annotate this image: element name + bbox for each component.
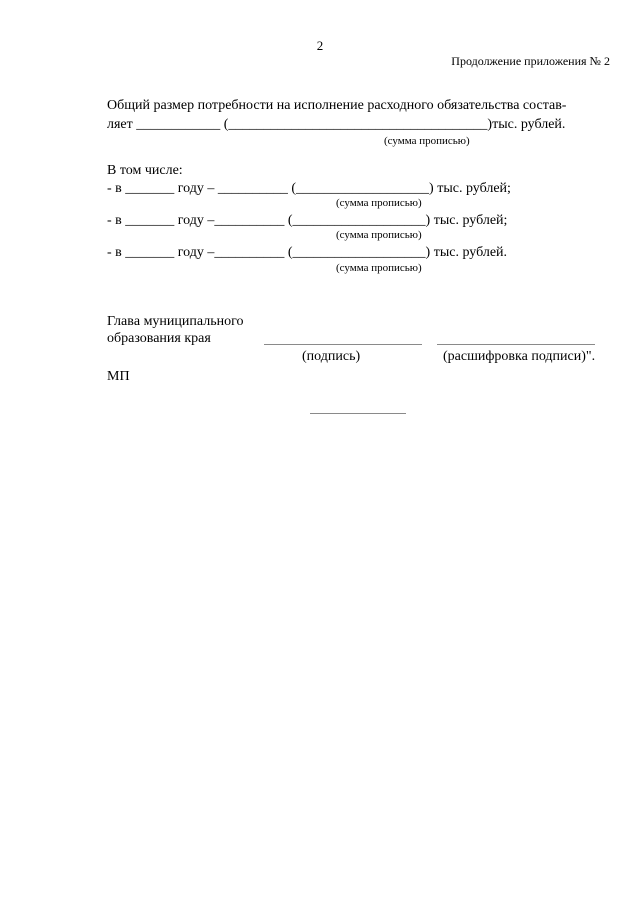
end-separator-line	[310, 413, 406, 414]
stamp-placeholder: МП	[107, 369, 130, 384]
total-amount-caption: (сумма прописью)	[384, 135, 470, 147]
total-line-2: ляет ____________ (_____________________________________)тыс. рублей.	[107, 117, 566, 132]
breakdown-row-2-caption: (сумма прописью)	[336, 229, 422, 241]
breakdown-row-3: - в _______ году –__________ (___________________) тыс. рублей.	[107, 245, 508, 260]
breakdown-row-1: - в _______ году – __________ (___________________) тыс. рублей;	[107, 181, 511, 196]
breakdown-row-1-caption: (сумма прописью)	[336, 197, 422, 209]
official-title-line-1: Главa муниципального	[107, 314, 244, 329]
total-line-1: Общий размер потребности на исполнение расходного обязательства состав-	[107, 98, 567, 113]
page-number: 2	[316, 38, 324, 53]
breakdown-heading: В том числе:	[107, 163, 183, 178]
signature-decode-caption: (расшифровка подписи)".	[443, 349, 596, 364]
continuation-note: Продолжение приложения № 2	[451, 54, 610, 68]
signature-line	[264, 344, 422, 345]
signature-decode-line	[437, 344, 595, 345]
breakdown-row-3-caption: (сумма прописью)	[336, 262, 422, 274]
official-title-line-2: образования края	[107, 331, 211, 346]
breakdown-row-2: - в _______ году –__________ (___________________) тыс. рублей;	[107, 213, 508, 228]
signature-caption: (подпись)	[302, 349, 361, 364]
